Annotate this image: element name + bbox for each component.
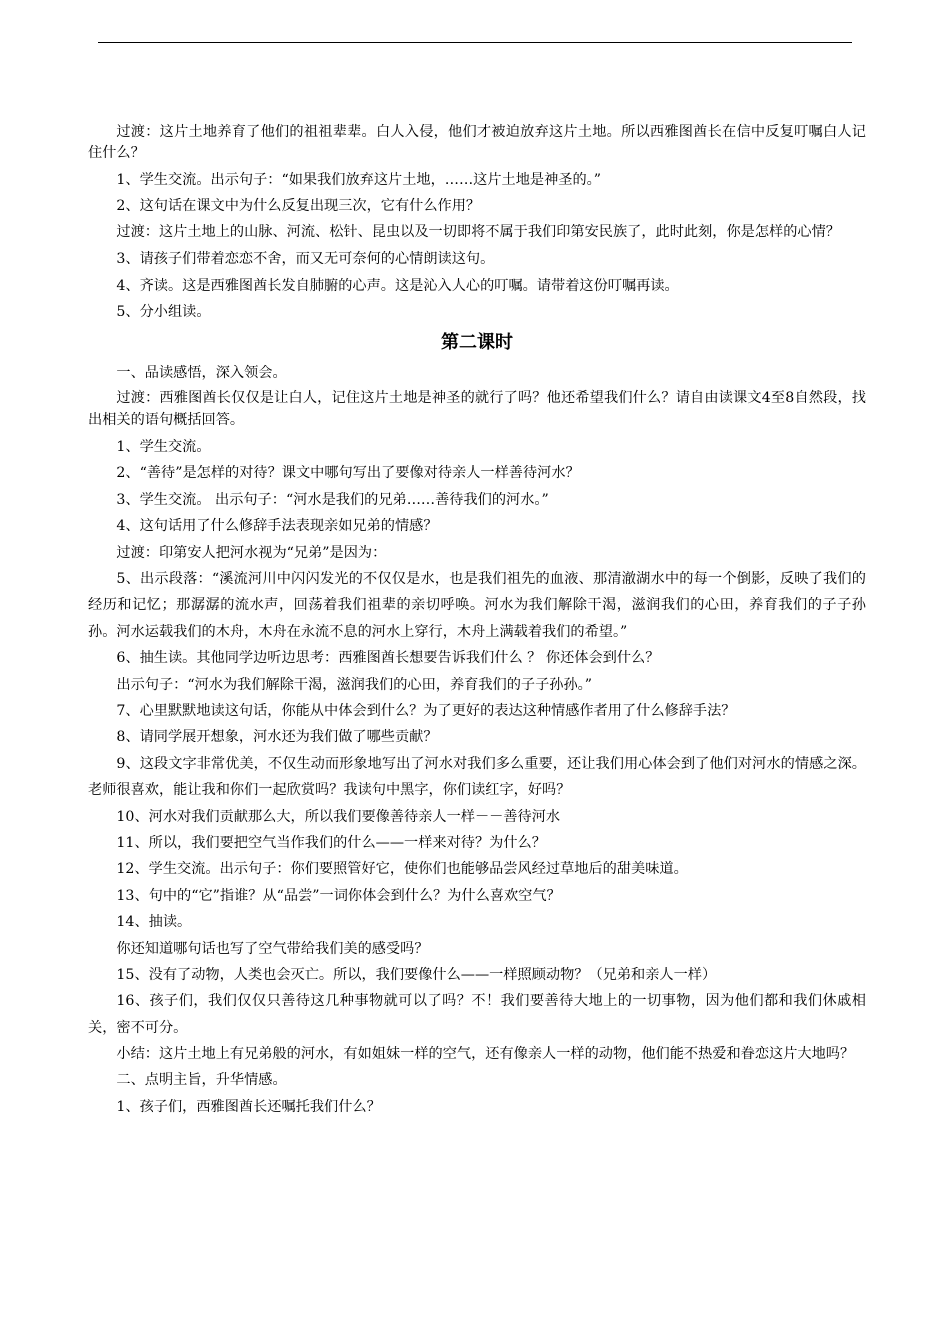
paragraph: 16、孩子们，我们仅仅只善待这几种事物就可以了吗？不！我们要善待大地上的一切事物，因为他们都和我们休戚相关，密不可分。 [88, 993, 866, 1036]
paragraph: 9、这段文字非常优美，不仅生动而形象地写出了河水对我们多么重要，还让我们用心体会到了他们对河水的情感之深。老师很喜欢，能让我和你们一起欣赏吗？我读句中黑字，你们读红字，好吗？ [88, 755, 866, 799]
paragraph: 5、出示段落：“溪流河川中闪闪发光的不仅仅是水，也是我们祖先的血液、那清澈湖水中的每一个倒影，反映了我们的经历和记忆；那潺潺的流水声，回荡着我们祖辈的亲切呼唤。河水为我们解除干渴，滋润我们的心田，养育我们的子子孙孙。河水运载我们的木舟，木舟在永流不息的河水上穿行，木舟上满载着我们的希望。” [88, 570, 866, 640]
paragraph: 1、学生交流。 [116, 438, 211, 455]
paragraph: 2、“善待”是怎样的对待？课文中哪句写出了要像对待亲人一样善待河水？ [116, 465, 580, 482]
paragraph: 1、孩子们，西雅图酋长还嘱托我们什么？ [116, 1099, 381, 1116]
paragraph: 过渡：这片土地上的山脉、河流、松针、昆虫以及一切即将不属于我们印第安民族了，此时此刻，你是怎样的心情？ [116, 224, 840, 241]
paragraph: 1、学生交流。出示句子：“如果我们放弃这片土地，……这片土地是神圣的。” [116, 172, 602, 188]
paragraph: 4、齐读。这是西雅图酋长发自肺腑的心声。这是沁入人心的叮嘱。请带着这份叮嘱再读。 [116, 277, 679, 294]
paragraph: 过渡：这片土地养育了他们的祖祖辈辈。白人入侵，他们才被迫放弃这片土地。所以西雅图酋长在信中反复叮嘱白人记住什么？ [88, 123, 866, 161]
paragraph: 一、品读感悟，深入领会。 [116, 364, 287, 381]
paragraph: 4、这句话用了什么修辞手法表现亲如兄弟的情感？ [116, 518, 438, 535]
section-heading: 第二课时 [441, 331, 513, 353]
paragraph: 过渡：印第安人把河水视为“兄弟”是因为： [116, 544, 387, 561]
header-rule [98, 42, 852, 43]
paragraph: 二、点明主旨，升华情感。 [116, 1072, 287, 1089]
paragraph: 8、请同学展开想象，河水还为我们做了哪些贡献？ [116, 729, 438, 746]
paragraph: 出示句子：“河水为我们解除干渴，滋润我们的心田，养育我们的子子孙孙。” [116, 676, 592, 693]
paragraph: 过渡：西雅图酋长仅仅是让白人，记住这片土地是神圣的就行了吗？他还希望我们什么？请自由读课文4至8自然段，找出相关的语句概括回答。 [88, 390, 866, 428]
paragraph: 3、学生交流。 出示句子：“河水是我们的兄弟……善待我们的河水。” [116, 491, 549, 508]
paragraph: 14、抽读。 [116, 914, 192, 931]
paragraph: 6、抽生读。其他同学边听边思考：西雅图酋长想要告诉我们什么 ？ 你还体会到什么？ [116, 650, 660, 667]
paragraph: 你还知道哪句话也写了空气带给我们美的感受吗？ [116, 940, 429, 957]
paragraph: 12、学生交流。出示句子：你们要照管好它，使你们也能够品尝风经过草地后的甜美味道。 [116, 861, 688, 878]
paragraph: 小结：这片土地上有兄弟般的河水，有如姐妹一样的空气，还有像亲人一样的动物，他们能不热爱和眷恋这片大地吗？ [116, 1045, 855, 1062]
paragraph: 10、河水对我们贡献那么大，所以我们要像善待亲人一样－－善待河水 [116, 808, 561, 825]
paragraph: 13、句中的“它”指谁？从“品尝”一词你体会到什么？为什么喜欢空气？ [116, 887, 561, 904]
document-body [88, 119, 866, 1121]
paragraph: 3、请孩子们带着恋恋不舍，而又无可奈何的心情朗读这句。 [116, 251, 495, 268]
paragraph: 5、分小组读。 [116, 304, 211, 321]
paragraph: 2、这句话在课文中为什么反复出现三次，它有什么作用？ [116, 198, 481, 215]
paragraph: 11、所以，我们要把空气当作我们的什么——一样来对待？为什么？ [116, 835, 546, 852]
paragraph: 15、没有了动物，人类也会灭亡。所以，我们要像什么——一样照顾动物？（兄弟和亲人一样） [116, 967, 717, 984]
paragraph: 7、心里默默地读这句话，你能从中体会到什么？为了更好的表达这种情感作者用了什么修辞手法？ [116, 703, 736, 719]
